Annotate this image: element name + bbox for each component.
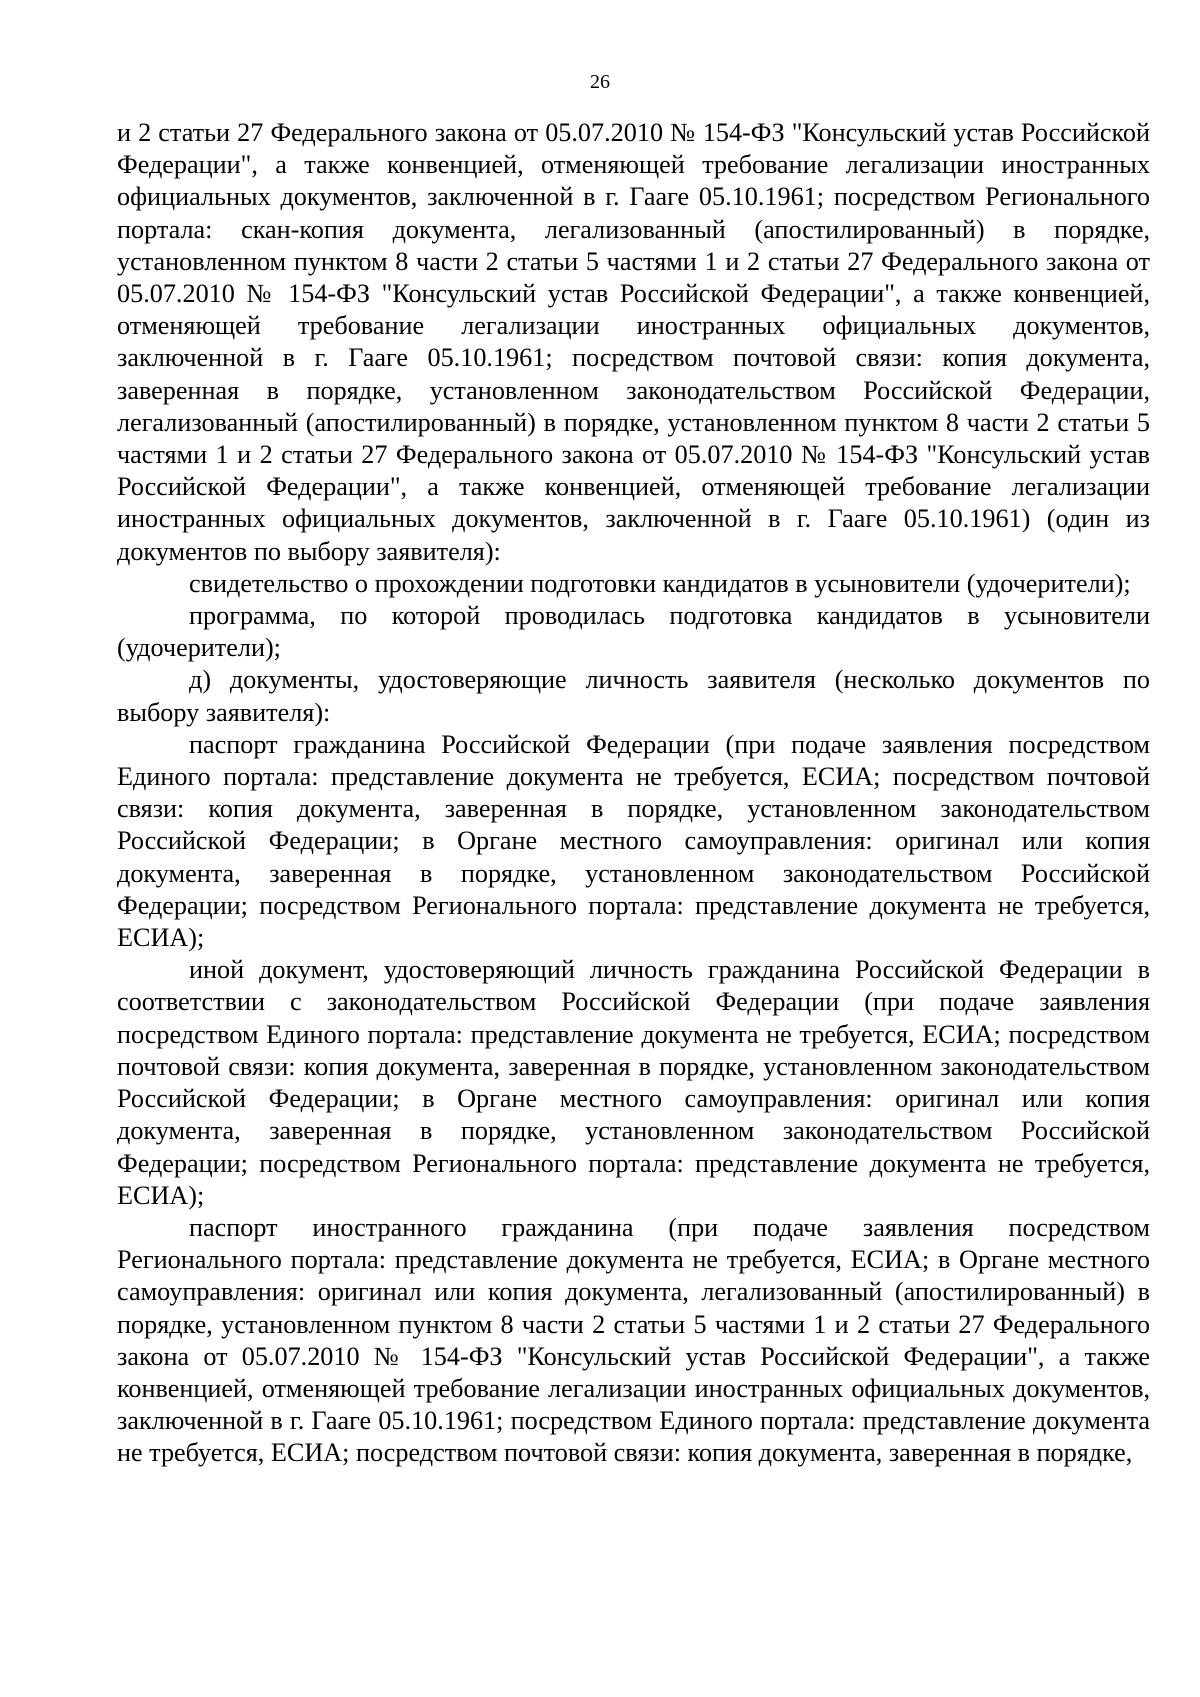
paragraph-continuation: и 2 статьи 27 Федерального закона от 05.07.2010 № 154-ФЗ "Консульский устав Российской Федерации", а также конвенцией, отменяющей требование легализации иностранных официальных документов, заключенной в г. Гааге 05.10.1961; посредством Регионального портала: скан-копия документа, легализованный (апостилированный) в порядке, установленном пунктом 8 части 2 статьи 5 частями 1 и 2 статьи 27 Федерального закона от 05.07.2010 № 154-ФЗ "Консульский устав Российской Федерации", а также конвенцией, отменяющей требование легализации иностранных официальных документов, заключенной в г. Гааге 05.10.1961; посредством почтовой связи: копия документа, заверенная в порядке, установленном законодательством Российской Федерации, легализованный (апостилированный) в порядке, установленном пунктом 8 части 2 статьи 5 частями 1 и 2 статьи 27 Федерального закона от 05.07.2010 № 154-ФЗ "Консульский устав Российской Федерации", а также конвенцией, отменяющей требование легализации иностранных официальных документов, заключенной в г. Гааге 05.10.1961) (один из документов по выбору заявителя): — [117, 118, 1150, 566]
paragraph-training-program: программа, по которой проводилась подготовка кандидатов в усыновители (удочерители); — [117, 601, 1150, 663]
page-number: 26 — [590, 71, 610, 93]
paragraph-training-certificate: свидетельство о прохождении подготовки кандидатов в усыновители (удочерители); — [189, 568, 1131, 598]
paragraph-rf-passport: паспорт гражданина Российской Федерации (при подаче заявления посредством Единого портала: представление документа не требуется, ЕСИА; посредством почтовой связи: копия документа, заверенная в порядке, установленном законодательством Российской Федерации; в Органе местного самоуправления: оригинал или копия документа, заверенная в порядке, установленном законодательством Российской Федерации; посредством Регионального портала: представление документа не требуется, ЕСИА); — [117, 729, 1150, 953]
paragraph-other-identity-document: иной документ, удостоверяющий личность гражданина Российской Федерации в соответствии с законодательством Российской Федерации (при подаче заявления посредством Единого портала: представление документа не требуется, ЕСИА; посредством почтовой связи: копия документа, заверенная в порядке, установленном законодательством Российской Федерации; в Органе местного самоуправления: оригинал или копия документа, заверенная в порядке, установленном законодательством Российской Федерации; посредством Регионального портала: представление документа не требуется, ЕСИА); — [117, 955, 1150, 1210]
document-body — [117, 117, 1150, 1470]
paragraph-identity-documents: д) документы, удостоверяющие личность заявителя (несколько документов по выбору заявителя): — [117, 665, 1150, 727]
paragraph-foreign-passport: паспорт иностранного гражданина (при подаче заявления посредством Регионального портала: представление документа не требуется, ЕСИА; в Органе местного самоуправления: оригинал или копия документа, легализованный (апостилированный) в порядке, установленном пунктом 8 части 2 статьи 5 частями 1 и 2 статьи 27 Федерального закона от 05.07.2010 № 154-ФЗ "Консульский устав Российской Федерации", а также конвенцией, отменяющей требование легализации иностранных официальных документов, заключенной в г. Гааге 05.10.1961; посредством Единого портала: представление документа не требуется, ЕСИА; посредством почтовой связи: копия документа, заверенная в порядке, — [117, 1212, 1150, 1468]
